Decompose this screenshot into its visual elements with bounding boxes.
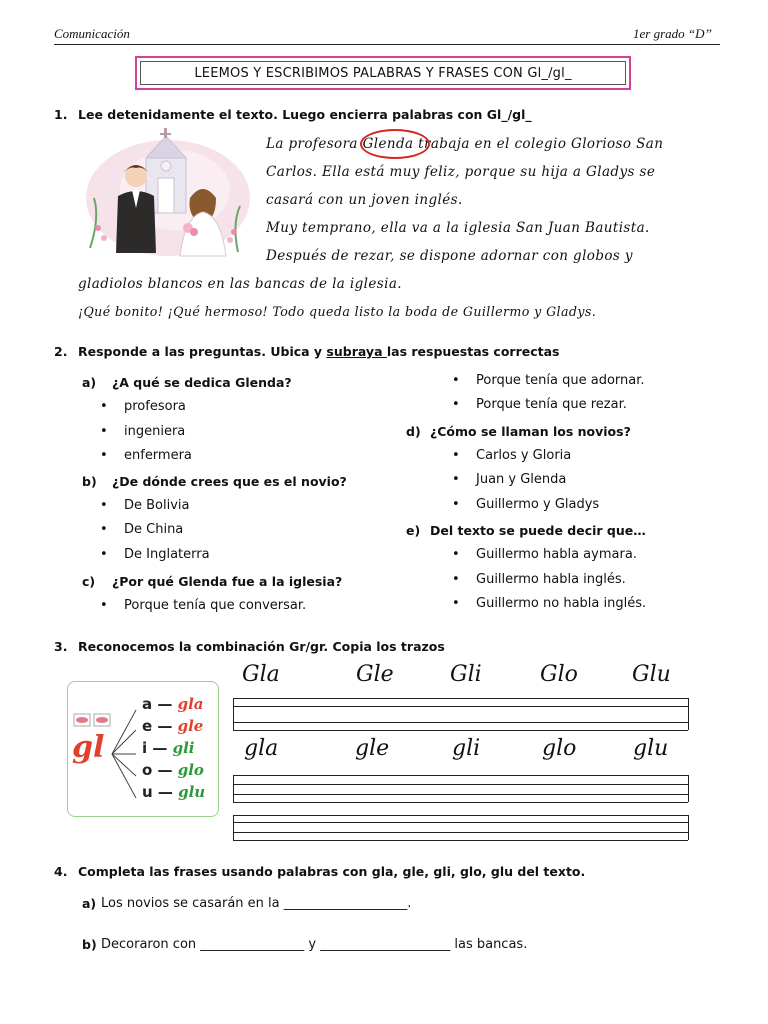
q1-number: 1. bbox=[54, 107, 68, 122]
gl-combination-graphic bbox=[67, 681, 219, 817]
q1-instruction: Lee detenidamente el texto. Luego encierra palabras con Gl_/gl_ bbox=[78, 107, 532, 122]
syllable-row bbox=[142, 694, 203, 713]
trace-upper-3: Gli bbox=[450, 662, 482, 687]
wedding-illustration bbox=[80, 128, 250, 258]
q4-instruction: Completa las frases usando palabras con gla, gle, gli, glo, glu del texto. bbox=[78, 864, 586, 879]
vowel-label: o — bbox=[142, 761, 178, 779]
q4-number: 4. bbox=[54, 864, 68, 879]
vowel-label: e — bbox=[142, 717, 178, 735]
header-divider bbox=[54, 44, 720, 45]
q2e-label: e) bbox=[406, 523, 421, 538]
syllable-label: gla bbox=[177, 695, 204, 713]
syllable-row bbox=[142, 738, 194, 757]
q2-number: 2. bbox=[54, 344, 68, 359]
story-line-4: Muy temprano, ella va a la iglesia San Juan Bautista. bbox=[266, 220, 650, 236]
trace-upper-2: Gle bbox=[356, 662, 394, 687]
syllable-label: glo bbox=[177, 761, 204, 779]
q2-instruction: Responde a las preguntas. Ubica y subraya las respuestas correctas bbox=[78, 344, 560, 359]
trace-lower-1: gla bbox=[244, 736, 279, 761]
q2e-option-2[interactable]: • Guillermo habla inglés. bbox=[476, 572, 626, 587]
q2c-option-2[interactable]: • Porque tenía que adornar. bbox=[476, 373, 645, 388]
q2e-question: Del texto se puede decir que… bbox=[430, 523, 646, 538]
q2a-option-2[interactable]: • ingeniera bbox=[124, 424, 185, 439]
trace-area-lower-2[interactable] bbox=[234, 816, 688, 840]
q2e-option-1[interactable]: • Guillermo habla aymara. bbox=[476, 547, 637, 562]
highlighted-word-glenda: Glenda bbox=[362, 136, 414, 152]
q4a-sentence[interactable]: Los novios se casarán en la ___________________. bbox=[101, 896, 412, 911]
q2d-label: d) bbox=[406, 424, 421, 439]
q2e-option-3[interactable]: • Guillermo no habla inglés. bbox=[476, 596, 646, 611]
vowel-label: u — bbox=[142, 783, 179, 801]
q4b-label: b) bbox=[82, 937, 97, 952]
story-line-5: Después de rezar, se dispone adornar con globos y bbox=[266, 248, 633, 264]
trace-upper-5: Glu bbox=[632, 662, 671, 687]
trace-lower-3: gli bbox=[452, 736, 481, 761]
q2d-option-2[interactable]: • Juan y Glenda bbox=[476, 472, 566, 487]
trace-box-edge bbox=[688, 775, 689, 802]
trace-upper-1: Gla bbox=[242, 662, 280, 687]
gl-root-label: gl bbox=[72, 730, 105, 765]
trace-box-edge bbox=[688, 698, 689, 730]
q3-number: 3. bbox=[54, 639, 68, 654]
vowel-label: i — bbox=[142, 739, 173, 757]
syllable-label: gle bbox=[177, 717, 204, 735]
page-title: LEEMOS Y ESCRIBIMOS PALABRAS Y FRASES CON Gl_/gl_ bbox=[140, 61, 626, 85]
q2d-option-1[interactable]: • Carlos y Gloria bbox=[476, 448, 571, 463]
syllable-row bbox=[142, 716, 203, 735]
subject-label: Comunicación bbox=[54, 26, 130, 41]
trace-lower-5: glu bbox=[633, 736, 669, 761]
trace-area-lower-1[interactable] bbox=[234, 776, 688, 802]
syllable-row bbox=[142, 782, 205, 801]
vowel-label: a — bbox=[142, 695, 178, 713]
q2c-label: c) bbox=[82, 574, 96, 589]
story-line-6: gladiolos blancos en las bancas de la iglesia. bbox=[78, 276, 402, 292]
trace-upper-4: Glo bbox=[540, 662, 578, 687]
q2d-option-3[interactable]: • Guillermo y Gladys bbox=[476, 497, 599, 512]
q4b-sentence[interactable]: Decoraron con ________________ y ____________________ las bancas. bbox=[101, 937, 528, 952]
q2a-label: a) bbox=[82, 375, 97, 390]
q2b-question: ¿De dónde crees que es el novio? bbox=[112, 474, 347, 489]
trace-area-upper[interactable] bbox=[234, 699, 688, 730]
q2b-option-2[interactable]: • De China bbox=[124, 522, 183, 537]
encircle-mark bbox=[360, 129, 430, 159]
trace-line bbox=[233, 730, 688, 731]
story-line-3: casará con un joven inglés. bbox=[266, 192, 463, 208]
trace-box-edge bbox=[688, 815, 689, 840]
trace-line bbox=[233, 802, 688, 803]
q2a-option-1[interactable]: • profesora bbox=[124, 399, 186, 414]
syllable-label: glu bbox=[178, 783, 206, 801]
trace-lower-2: gle bbox=[355, 736, 390, 761]
q2d-question: ¿Cómo se llaman los novios? bbox=[430, 424, 631, 439]
syllable-label: gli bbox=[172, 739, 195, 757]
story-line-1: La profesora Glenda trabaja en el colegio Glorioso San bbox=[266, 136, 664, 152]
story-line-2: Carlos. Ella está muy feliz, porque su hija a Gladys se bbox=[266, 164, 656, 180]
trace-lower-4: glo bbox=[542, 736, 577, 761]
syllable-row bbox=[142, 760, 204, 779]
story-line-7: ¡Qué bonito! ¡Qué hermoso! Todo queda listo la boda de Guillermo y Gladys. bbox=[78, 304, 597, 319]
trace-line bbox=[233, 840, 688, 841]
q3-instruction: Reconocemos la combinación Gr/gr. Copia los trazos bbox=[78, 639, 445, 654]
q2c-option-1[interactable]: • Porque tenía que conversar. bbox=[124, 598, 306, 613]
q2b-option-3[interactable]: • De Inglaterra bbox=[124, 547, 210, 562]
q2b-option-1[interactable]: • De Bolivia bbox=[124, 498, 190, 513]
q2c-question: ¿Por qué Glenda fue a la iglesia? bbox=[112, 574, 343, 589]
q2a-question: ¿A qué se dedica Glenda? bbox=[112, 375, 292, 390]
grade-label: 1er grado “D’’ bbox=[633, 26, 712, 41]
q4a-label: a) bbox=[82, 896, 97, 911]
q2c-option-3[interactable]: • Porque tenía que rezar. bbox=[476, 397, 627, 412]
q2b-label: b) bbox=[82, 474, 97, 489]
q2a-option-3[interactable]: • enfermera bbox=[124, 448, 192, 463]
